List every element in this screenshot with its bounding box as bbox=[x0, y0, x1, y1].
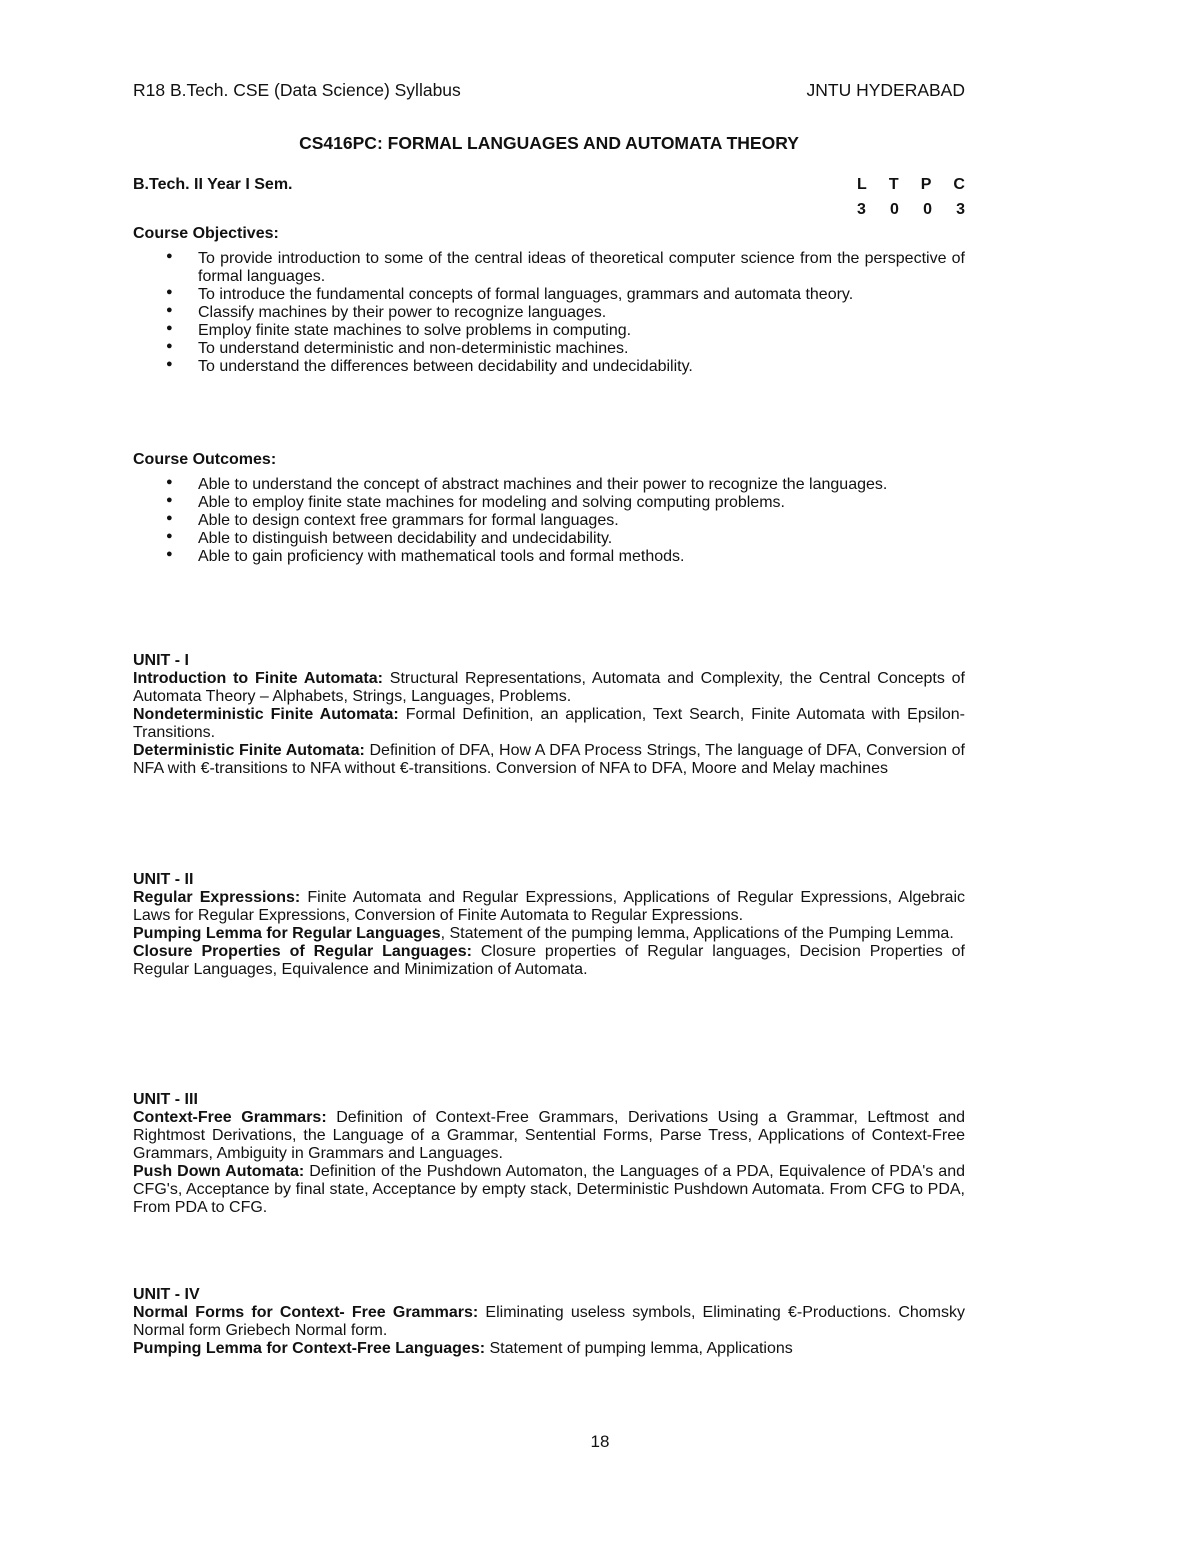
unit-2 bbox=[133, 871, 965, 979]
unit-paragraph bbox=[133, 742, 965, 778]
ltpc-label: T bbox=[888, 176, 899, 193]
topic-title: Pumping Lemma for Regular Languages bbox=[133, 925, 441, 942]
unit-paragraph bbox=[133, 943, 965, 979]
unit-3 bbox=[133, 1091, 965, 1217]
unit-paragraph bbox=[133, 670, 965, 706]
unit-4 bbox=[133, 1286, 965, 1358]
outcome-item: ● Able to distinguish between decidability and undecidability. bbox=[133, 530, 965, 548]
unit-1 bbox=[133, 652, 965, 778]
unit-paragraph bbox=[133, 1304, 965, 1340]
unit-paragraph bbox=[133, 1163, 965, 1217]
ltpc-value: 0 bbox=[923, 201, 932, 218]
topic-text: Eliminating useless symbols, Eliminating €-Productions. Chomsky Normal form Griebech Normal form. bbox=[133, 1304, 965, 1339]
ltpc-label: L bbox=[857, 176, 867, 193]
objective-item: ● To understand deterministic and non-deterministic machines. bbox=[133, 340, 965, 358]
topic-text: Definition of DFA, How A DFA Process Strings, The language of DFA, Conversion of NFA with €-transitions to NFA without €-transitions. Conversion of NFA to DFA, Moore and Melay machines bbox=[133, 742, 965, 777]
course-objectives bbox=[133, 225, 965, 376]
ltpc-label: C bbox=[953, 176, 965, 193]
topic-title: Pumping Lemma for Context-Free Languages: bbox=[133, 1340, 486, 1357]
outcome-item: ● Able to design context free grammars for formal languages. bbox=[133, 512, 965, 530]
topic-title: Nondeterministic Finite Automata: bbox=[133, 706, 399, 723]
topic-text: Definition of the Pushdown Automaton, the Languages of a PDA, Equivalence of PDA's and CFG's, Acceptance by final state, Acceptance by empty stack, Deterministic Pushdown Automata. From CFG to PDA, From PDA to CFG. bbox=[133, 1163, 965, 1216]
objective-item: ● To provide introduction to some of the central ideas of theoretical computer science from the perspective of formal languages. bbox=[133, 250, 965, 286]
header-right: JNTU HYDERABAD bbox=[806, 80, 965, 100]
topic-text: Formal Definition, an application, Text Search, Finite Automata with Epsilon-Transitions. bbox=[133, 706, 965, 741]
ltpc-labels bbox=[857, 176, 965, 201]
course-outcomes bbox=[133, 451, 965, 566]
objective-item: ● To introduce the fundamental concepts of formal languages, grammars and automata theory. bbox=[133, 286, 965, 304]
running-header bbox=[133, 80, 965, 101]
outcome-item: ● Able to gain proficiency with mathematical tools and formal methods. bbox=[133, 548, 965, 566]
year-semester: B.Tech. II Year I Sem. bbox=[133, 176, 293, 193]
ltpc-values bbox=[857, 201, 965, 226]
unit-heading: UNIT - II bbox=[133, 871, 194, 888]
unit-paragraph bbox=[133, 889, 965, 925]
ltpc-value: 0 bbox=[890, 201, 899, 218]
unit-paragraph bbox=[133, 925, 965, 943]
topic-title: Regular Expressions: bbox=[133, 889, 301, 906]
topic-title: Normal Forms for Context- Free Grammars: bbox=[133, 1304, 479, 1321]
outcomes-list bbox=[133, 476, 965, 566]
unit-heading: UNIT - I bbox=[133, 652, 189, 669]
unit-paragraph bbox=[133, 1340, 965, 1358]
unit-paragraph bbox=[133, 1109, 965, 1163]
topic-title: Introduction to Finite Automata: bbox=[133, 670, 383, 687]
topic-title: Closure Properties of Regular Languages: bbox=[133, 943, 472, 960]
topic-title: Context-Free Grammars: bbox=[133, 1109, 327, 1126]
objective-item: ● Classify machines by their power to recognize languages. bbox=[133, 304, 965, 322]
topic-text: Definition of Context-Free Grammars, Derivations Using a Grammar, Leftmost and Rightmost Derivations, the Language of a Grammar, Sentential Forms, Parse Tress, Applications of Context-Free Grammars, Ambiguity in Grammars and Languages. bbox=[133, 1109, 966, 1162]
outcome-item: ● Able to understand the concept of abstract machines and their power to recognize the languages. bbox=[133, 476, 965, 494]
topic-text: , Statement of the pumping lemma, Applications of the Pumping Lemma. bbox=[440, 925, 954, 942]
unit-heading: UNIT - III bbox=[133, 1091, 198, 1108]
topic-title: Push Down Automata: bbox=[133, 1163, 305, 1180]
topic-title: Deterministic Finite Automata: bbox=[133, 742, 365, 759]
course-title: CS416PC: FORMAL LANGUAGES AND AUTOMATA THEORY bbox=[299, 133, 799, 153]
objectives-list bbox=[133, 250, 965, 376]
ltpc-value: 3 bbox=[956, 201, 965, 218]
unit-paragraph bbox=[133, 706, 965, 742]
page-number: 18 bbox=[590, 1432, 610, 1451]
header-left: R18 B.Tech. CSE (Data Science) Syllabus bbox=[133, 80, 461, 100]
topic-text: Structural Representations, Automata and Complexity, the Central Concepts of Automata Theory – Alphabets, Strings, Languages, Problems. bbox=[133, 670, 965, 705]
objective-item: ● To understand the differences between decidability and undecidability. bbox=[133, 358, 965, 376]
topic-text: Statement of pumping lemma, Applications bbox=[485, 1340, 793, 1357]
ltpc-label: P bbox=[920, 176, 932, 193]
ltpc-table bbox=[857, 176, 965, 226]
unit-heading: UNIT - IV bbox=[133, 1286, 200, 1303]
objectives-heading: Course Objectives: bbox=[133, 225, 279, 242]
outcome-item: ● Able to employ finite state machines for modeling and solving computing problems. bbox=[133, 494, 965, 512]
ltpc-value: 3 bbox=[857, 201, 866, 218]
topic-text: Closure properties of Regular languages, Decision Properties of Regular Languages, Equivalence and Minimization of Automata. bbox=[133, 943, 965, 978]
topic-text: Finite Automata and Regular Expressions, Applications of Regular Expressions, Algebraic Laws for Regular Expressions, Conversion of Finite Automata to Regular Expressions. bbox=[133, 889, 966, 924]
objective-item: ● Employ finite state machines to solve problems in computing. bbox=[133, 322, 965, 340]
outcomes-heading: Course Outcomes: bbox=[133, 451, 277, 468]
